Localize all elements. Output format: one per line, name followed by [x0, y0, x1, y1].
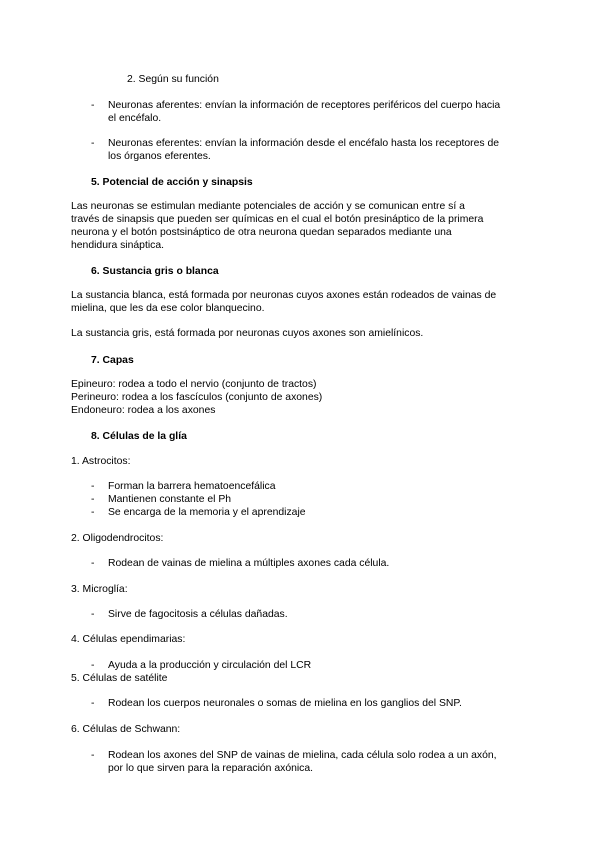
heading-potencial-accion: 5. Potencial de acción y sinapsis	[91, 177, 253, 188]
bullet-dash: -	[91, 558, 95, 569]
heading-celulas-glia: 8. Células de la glía	[91, 431, 187, 442]
schwann-item-line-2: por lo que sirven para la reparación axónica.	[108, 763, 314, 774]
epend-item: Ayuda a la producción y circulación del LCR	[108, 660, 312, 671]
micro-item: Sirve de fagocitosis a células dañadas.	[108, 609, 288, 620]
bullet-dash: -	[91, 507, 95, 518]
oligodendrocitos-label: 2. Oligodendrocitos:	[71, 533, 164, 544]
s5-para-line-2: través de sinapsis que pueden ser químicas en el cual el botón presináptico de la primera	[71, 214, 484, 225]
aferentes-line-2: el encéfalo.	[108, 113, 162, 124]
s5-para-line-3: neurona y el botón postsináptico de otra neurona quedan separados mediante una	[71, 227, 452, 238]
astro-item-1: Forman la barrera hematoencefálica	[108, 481, 276, 492]
satel-item: Rodean los cuerpos neuronales o somas de mielina en los ganglios del SNP.	[108, 698, 462, 709]
subheading-segun-funcion: 2. Según su función	[127, 74, 219, 85]
satelite-label: 5. Células de satélite	[71, 673, 168, 684]
s6-para1-line-2: mielina, que les da ese color blanquecino.	[71, 303, 265, 314]
bullet-dash: -	[91, 660, 95, 671]
heading-capas: 7. Capas	[91, 355, 134, 366]
s5-para-line-1: Las neuronas se estimulan mediante potenciales de acción y se comunican entre sí a	[71, 201, 465, 212]
bullet-dash: -	[91, 750, 95, 761]
astro-item-3: Se encarga de la memoria y el aprendizaje	[108, 507, 306, 518]
eferentes-line-2: los órganos eferentes.	[108, 151, 211, 162]
bullet-dash: -	[91, 698, 95, 709]
bullet-dash: -	[91, 138, 95, 149]
bullet-dash: -	[91, 100, 95, 111]
bullet-dash: -	[91, 481, 95, 492]
schwann-label: 6. Células de Schwann:	[71, 724, 181, 735]
ependimarias-label: 4. Células ependimarias:	[71, 634, 186, 645]
capas-epineuro: Epineuro: rodea a todo el nervio (conjunto de tractos)	[71, 379, 317, 390]
s5-para-line-4: hendidura sináptica.	[71, 240, 165, 251]
oligo-item: Rodean de vainas de mielina a múltiples axones cada célula.	[108, 558, 390, 569]
astro-item-2: Mantienen constante el Ph	[108, 494, 232, 505]
bullet-dash: -	[91, 609, 95, 620]
bullet-dash: -	[91, 494, 95, 505]
microglia-label: 3. Microglía:	[71, 584, 128, 595]
astrocitos-label: 1. Astrocitos:	[71, 456, 131, 467]
capas-perineuro: Perineuro: rodea a los fascículos (conjunto de axones)	[71, 392, 323, 403]
aferentes-line-1: Neuronas aferentes: envían la información de receptores periféricos del cuerpo hacia	[108, 100, 501, 111]
schwann-item-line-1: Rodean los axones del SNP de vainas de mielina, cada célula solo rodea a un axón,	[108, 750, 497, 761]
capas-endoneuro: Endoneuro: rodea a los axones	[71, 405, 216, 416]
eferentes-line-1: Neuronas eferentes: envían la información desde el encéfalo hasta los receptores de	[108, 138, 500, 149]
s6-para1-line-1: La sustancia blanca, está formada por neuronas cuyos axones están rodeados de vainas de	[71, 290, 497, 301]
heading-sustancia: 6. Sustancia gris o blanca	[91, 266, 219, 277]
s6-para2: La sustancia gris, está formada por neuronas cuyos axones son amielínicos.	[71, 328, 424, 339]
